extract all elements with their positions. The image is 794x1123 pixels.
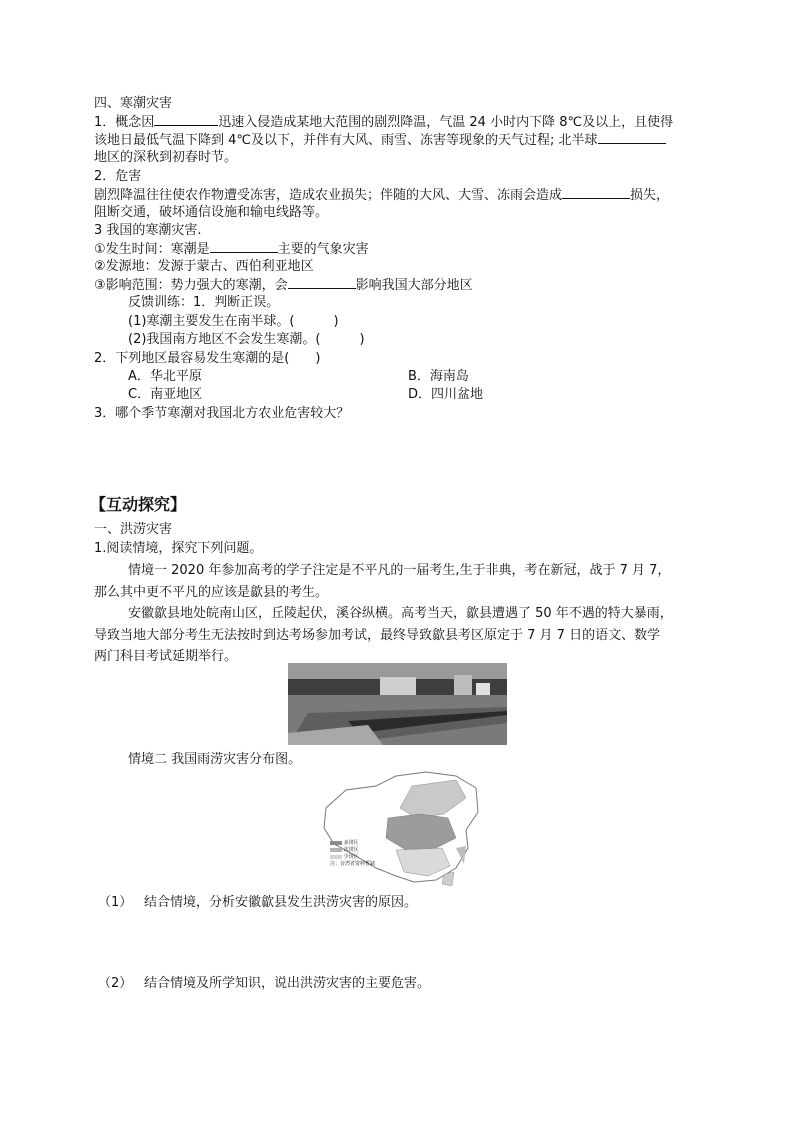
concept-line-2 (94, 131, 666, 150)
legend-mid (330, 847, 375, 854)
harm-line-2: 阻断交通，破坏通信设施和输电线路等。 (94, 205, 329, 220)
legend-swatch (330, 855, 342, 859)
flood-subtitle: 一、洪涝灾害 (94, 522, 173, 537)
concept-line-1 (94, 113, 673, 132)
option-a[interactable]: A．华北平原 (128, 369, 202, 384)
option-c[interactable]: C．南亚地区 (128, 387, 203, 402)
legend-heavy (330, 840, 375, 847)
option-b[interactable]: B．海南岛 (408, 369, 469, 384)
legend-light (330, 854, 375, 861)
legend-label: 多涝区 (343, 840, 359, 846)
harm-text-a: 剧烈降温往往使农作物遭受冻害，造成农业损失；伴随的大风、大雪、冻雨会造成 (94, 188, 563, 203)
flood-photo (288, 663, 507, 745)
scenario-1-line-1: 情境一 2020 年参加高考的学子注定是不平凡的一届考生,生于非典，考在新冠，战于 7 月 7， (128, 563, 671, 578)
source-line: ②发源地：发源于蒙古、西伯利亚地区 (94, 259, 314, 274)
harm-text-b: 损失， (630, 188, 670, 203)
question-number-2: （2） (98, 976, 133, 991)
time-text-a: ①发生时间：寒潮是 (94, 242, 210, 257)
time-text-b: 主要的气象灾害 (277, 242, 369, 257)
china-title: 3 我国的寒潮灾害. (94, 223, 202, 238)
harm-title: 2．危害 (94, 169, 142, 184)
concept-text-c: 该地日最低气温下降到 4℃及以下，并伴有大风、雨雪、冻害等现象的天气过程; 北半球 (94, 133, 598, 148)
concept-text-b: 迅速入侵造成某地大范围的剧烈降温，气温 24 小时内下降 8℃及以上，且使得 (218, 115, 674, 130)
scenario-2: 情境二 我国雨涝灾害分布图。 (128, 752, 302, 767)
concept-line-3: 地区的深秋到初春时节。 (94, 150, 238, 165)
blank-field[interactable] (598, 131, 666, 144)
legend-swatch (330, 841, 342, 845)
range-text-b: 影响我国大部分地区 (355, 278, 473, 293)
question-text-2: 结合情境及所学知识，说出洪涝灾害的主要危害。 (144, 976, 431, 991)
legend-note: 注：台湾省资料暂缺 (330, 861, 376, 867)
scenario-1-line-5: 两门科目考试延期举行。 (94, 649, 238, 664)
feedback-label: 反馈训练：1．判断正误。 (128, 295, 280, 310)
range-text-a: ③影响范围：势力强大的寒潮，会 (94, 278, 288, 293)
legend-label: 少涝区 (343, 854, 359, 860)
flood-distribution-map (316, 768, 486, 888)
harm-line-1 (94, 186, 669, 205)
scenario-1-line-4: 导致当地大部分考生无法按时到达考场参加考试，最终导致歙县考区原定于 7 月 7 日的语文、数学 (94, 628, 661, 643)
option-d[interactable]: D．四川盆地 (408, 387, 484, 402)
map-legend (330, 840, 375, 868)
question-2: 2．下列地区最容易发生寒潮的是( ) (94, 351, 321, 366)
blank-field[interactable] (288, 276, 356, 289)
range-line (94, 276, 473, 295)
question-number-1: （1） (98, 895, 133, 910)
legend-swatch (330, 848, 342, 852)
concept-text-a: 1．概念因 (94, 115, 155, 130)
section-title: 四、寒潮灾害 (94, 96, 173, 111)
blank-field[interactable] (562, 186, 630, 199)
explore-title: 【互动探究】 (90, 495, 187, 514)
scenario-1-line-3: 安徽歙县地处皖南山区，丘陵起伏，溪谷纵横。高考当天，歙县遭遇了 50 年不遇的特大暴雨， (128, 606, 673, 621)
true-false-item-2: (2)我国南方地区不会发生寒潮。( ) (128, 332, 365, 347)
question-text-1: 结合情境，分析安徽歙县发生洪涝灾害的原因。 (144, 895, 418, 910)
time-line (94, 240, 369, 259)
scenario-1-line-2: 那么其中更不平凡的应该是歙县的考生。 (94, 585, 329, 600)
true-false-item-1: (1)寒潮主要发生在南半球。( ) (128, 314, 339, 329)
question-3: 3．哪个季节寒潮对我国北方农业危害较大？ (94, 406, 350, 421)
legend-label: 次涝区 (343, 847, 359, 853)
blank-field[interactable] (210, 240, 278, 253)
read-instruction: 1.阅读情境，探究下列问题。 (94, 541, 263, 556)
blank-field[interactable] (154, 113, 218, 126)
